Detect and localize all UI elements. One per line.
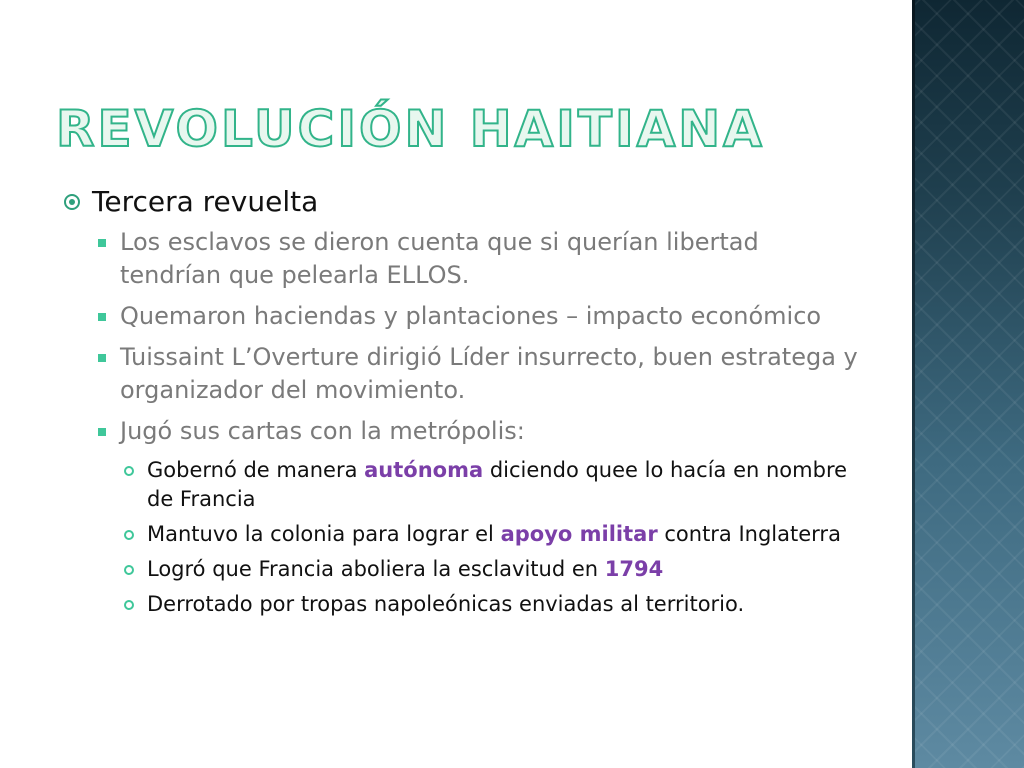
- bullet-level2-text: Los esclavos se dieron cuenta que si querían libertad tendrían que pelearla ELLOS.: [120, 228, 759, 289]
- bullet-level3-text-after: contra Inglaterra: [657, 522, 841, 546]
- bullet-level3-item: [124, 555, 860, 584]
- square-bullet-icon: [98, 239, 106, 247]
- bullet-level3-text-before: Mantuvo la colonia para lograr el: [147, 522, 501, 546]
- bullet-level2-item: [96, 300, 860, 333]
- highlighted-term: autónoma: [364, 458, 484, 482]
- bullet-level3-item: [124, 456, 860, 514]
- bullet-level3-text-before: Derrotado por tropas napoleónicas enviadas al territorio.: [147, 592, 745, 616]
- bullet-level2-item: [96, 341, 860, 407]
- ring-bullet-icon: [124, 466, 134, 476]
- highlighted-term: apoyo militar: [500, 522, 658, 546]
- side-decoration-panel: [912, 0, 1024, 768]
- ring-bullet-icon: [124, 565, 134, 575]
- ring-bullet-icon: [124, 600, 134, 610]
- bullet-level2-text: Quemaron haciendas y plantaciones – impacto económico: [120, 302, 822, 330]
- side-panel-edge: [912, 0, 915, 768]
- bullet-level3-item: [124, 520, 860, 549]
- bullet-level2-text: Tuissaint L’Overture dirigió Líder insurrecto, buen estratega y organizador del movimiento.: [120, 343, 858, 404]
- slide-content: [60, 182, 860, 625]
- square-bullet-icon: [98, 428, 106, 436]
- highlighted-term: 1794: [604, 557, 664, 581]
- bullet-level3-text-before: Logró que Francia aboliera la esclavitud en: [147, 557, 605, 581]
- slide-title: REVOLUCIÓN HAITIANA: [56, 100, 765, 158]
- bullet-level3-item: [124, 590, 860, 619]
- bullet-level3-text-before: Gobernó de manera: [147, 458, 365, 482]
- bullet-level2-item: [96, 226, 860, 292]
- square-bullet-icon: [98, 313, 106, 321]
- bullet-level1-text: Tercera revuelta: [92, 185, 319, 218]
- target-circle-bullet-icon: [64, 194, 80, 210]
- bullet-level2-item: [96, 415, 860, 448]
- square-bullet-icon: [98, 354, 106, 362]
- ring-bullet-icon: [124, 530, 134, 540]
- bullet-level1: [60, 182, 860, 222]
- bullet-level3-text-after: diciendo quee lo hacía en nombre de Francia: [147, 458, 848, 511]
- bullet-level2-text: Jugó sus cartas con la metrópolis:: [120, 417, 525, 445]
